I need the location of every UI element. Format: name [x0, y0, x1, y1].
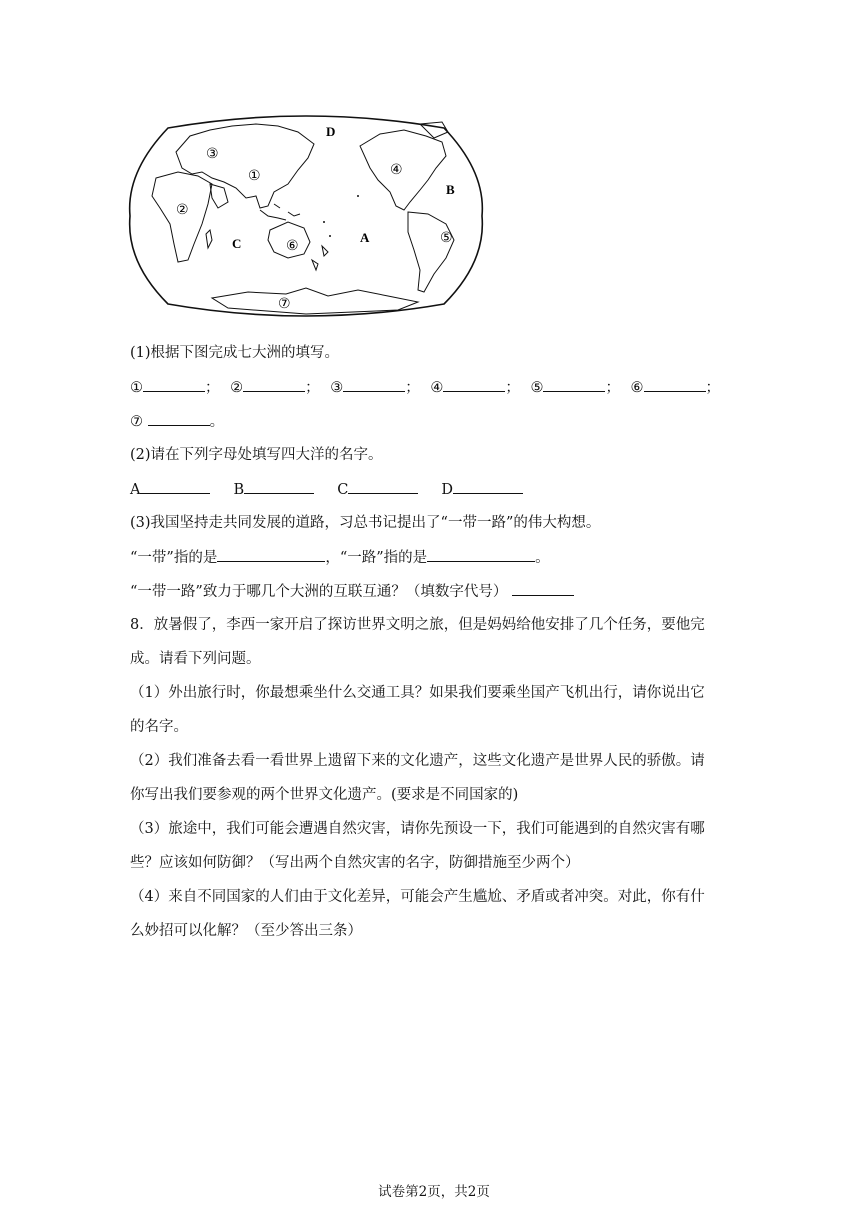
q8-intro-line2: 成。请看下列问题。 [130, 651, 261, 667]
page-footer: 试卷第2页，共2页 [378, 1184, 490, 1200]
marker-1: ① [130, 380, 143, 396]
blank-continent-2[interactable] [243, 377, 305, 392]
blank-continent-3[interactable] [343, 377, 405, 392]
q7-part3-prompt: (3)我国坚持走共同发展的道路，习总书记提出了“一带一路”的伟大构想。 [130, 515, 601, 531]
blank-ocean-c[interactable] [348, 479, 418, 494]
continent-marker-3: ③ [206, 146, 219, 162]
belt-road-row: “一带”指的是 ，“一路”指的是 。 [130, 547, 550, 568]
q8-s1-line1: （1）外出旅行时，你最想乘坐什么交通工具？如果我们要乘坐国产飞机出行，请你说出它 [130, 685, 705, 701]
q8-s2-line1: （2）我们准备去看一看世界上遗留下来的文化遗产，这些文化遗产是世界人民的骄傲。请 [130, 753, 705, 769]
blank-continent-6[interactable] [644, 377, 706, 392]
continent-marker-1: ① [248, 168, 261, 184]
q8-s4-line2: 么妙招可以化解？（至少答出三条） [130, 923, 362, 939]
blank-continent-7[interactable] [148, 411, 210, 426]
q8-intro-line1: 8．放暑假了，李西一家开启了探访世界文明之旅，但是妈妈给他安排了几个任务，要他完 [130, 617, 705, 633]
continent-marker-2: ② [176, 202, 189, 218]
blank-continent-4[interactable] [443, 377, 505, 392]
blank-yidai[interactable] [217, 547, 325, 562]
q8-s4-line1: （4）来自不同国家的人们由于文化差异，可能会产生尴尬、矛盾或者冲突。对此，你有什 [130, 889, 705, 905]
continent-marker-6: ⑥ [286, 238, 299, 254]
blank-continent-1[interactable] [143, 377, 205, 392]
q8-s1-line2: 的名字。 [130, 719, 188, 735]
q8-s3-line1: （3）旅途中，我们可能会遭遇自然灾害，请你先预设一下，我们可能遇到的自然灾害有哪 [130, 821, 705, 837]
marker-2: ② [230, 380, 244, 396]
blank-yilu[interactable] [427, 547, 535, 562]
antarctica-outline [212, 288, 418, 314]
continent-marker-7: ⑦ [278, 296, 291, 312]
arabia-outline [210, 184, 228, 208]
blank-continent-5[interactable] [543, 377, 605, 392]
ocean-label-a: A [360, 230, 370, 245]
ocean-label-b: B [446, 182, 455, 197]
north-america-outline [360, 130, 446, 210]
continent-blanks-row: ① ； ② ； ③ ； ④ ； ⑤ ； ⑥ ； [130, 377, 726, 398]
eurasia-outline [176, 124, 314, 208]
ocean-label-c: C [232, 236, 242, 251]
ocean-label-d: D [326, 124, 336, 139]
q8-s3-line2: 些？应该如何防御？（写出两个自然灾害的名字，防御措施至少两个） [130, 855, 580, 871]
madagascar-outline [206, 230, 212, 248]
marker-7: ⑦ [130, 414, 143, 430]
continent-marker-5: ⑤ [440, 230, 453, 246]
marker-6: ⑥ [630, 380, 644, 396]
blank-ocean-a[interactable] [140, 479, 210, 494]
blank-connect[interactable] [512, 581, 574, 596]
blank-ocean-d[interactable] [453, 479, 523, 494]
connect-question-row: “一带一路”致力于哪几个大洲的互联互通？（填数字代号） [130, 581, 574, 602]
south-america-outline [408, 212, 454, 292]
marker-3: ③ [330, 380, 344, 396]
continent-blank-row-2: ⑦ 。 [130, 411, 224, 432]
blank-ocean-b[interactable] [244, 479, 314, 494]
continent-marker-4: ④ [390, 162, 403, 178]
ocean-blanks-row: A B C D [130, 479, 523, 500]
world-map-figure [128, 112, 484, 320]
q7-part1-prompt: (1)根据下图完成七大洲的填写。 [130, 345, 340, 361]
q8-s2-line2: 你写出我们要参观的两个世界文化遗产。(要求是不同国家的) [130, 787, 519, 803]
marker-5: ⑤ [530, 380, 544, 396]
marker-4: ④ [430, 380, 444, 396]
q7-part2-prompt: (2)请在下列字母处填写四大洋的名字。 [130, 447, 383, 463]
